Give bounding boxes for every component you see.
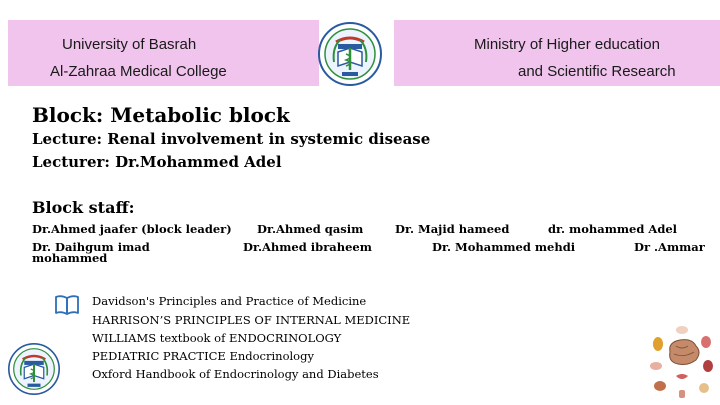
lecturer-name: Lecturer: Dr.Mohammed Adel [32, 153, 282, 171]
book-icon [54, 294, 80, 316]
college-name: Al-Zahraa Medical College [50, 63, 227, 80]
staff-member: Dr.Ahmed jaafer (block leader) [32, 222, 232, 236]
staff-member: mohammed [32, 251, 108, 265]
staff-member: dr. mohammed Adel [548, 222, 678, 236]
college-seal-icon [8, 343, 60, 395]
lecture-title: Lecture: Renal involvement in systemic disease [32, 130, 431, 148]
ministry-name: Ministry of Higher education [474, 36, 660, 53]
header-right-banner [394, 20, 720, 86]
college-seal-icon [318, 22, 382, 86]
block-title: Block: Metabolic block [32, 103, 290, 127]
staff-member: Dr. Majid hameed [395, 222, 510, 236]
organs-icon [646, 322, 718, 400]
reference-item: WILLIAMS textbook of ENDOCRINOLOGY [92, 331, 342, 345]
staff-member: Dr.Ahmed ibraheem [243, 240, 372, 254]
reference-item: PEDIATRIC PRACTICE Endocrinology [92, 349, 314, 363]
staff-member: Dr. Daihgum imad [32, 240, 150, 254]
staff-member: Dr.Ahmed qasim [257, 222, 364, 236]
staff-member: Dr. Mohammed mehdi [432, 240, 576, 254]
staff-member: Dr .Ammar [634, 240, 705, 254]
ministry-subtitle: and Scientific Research [518, 63, 676, 80]
reference-item: Davidson's Principles and Practice of Medicine [92, 294, 367, 308]
staff-heading: Block staff: [32, 198, 135, 217]
reference-item: HARRISON’S PRINCIPLES OF INTERNAL MEDICINE [92, 313, 411, 327]
university-name: University of Basrah [62, 36, 197, 53]
reference-item: Oxford Handbook of Endocrinology and Diabetes [92, 367, 379, 381]
header-left-banner [8, 20, 319, 86]
